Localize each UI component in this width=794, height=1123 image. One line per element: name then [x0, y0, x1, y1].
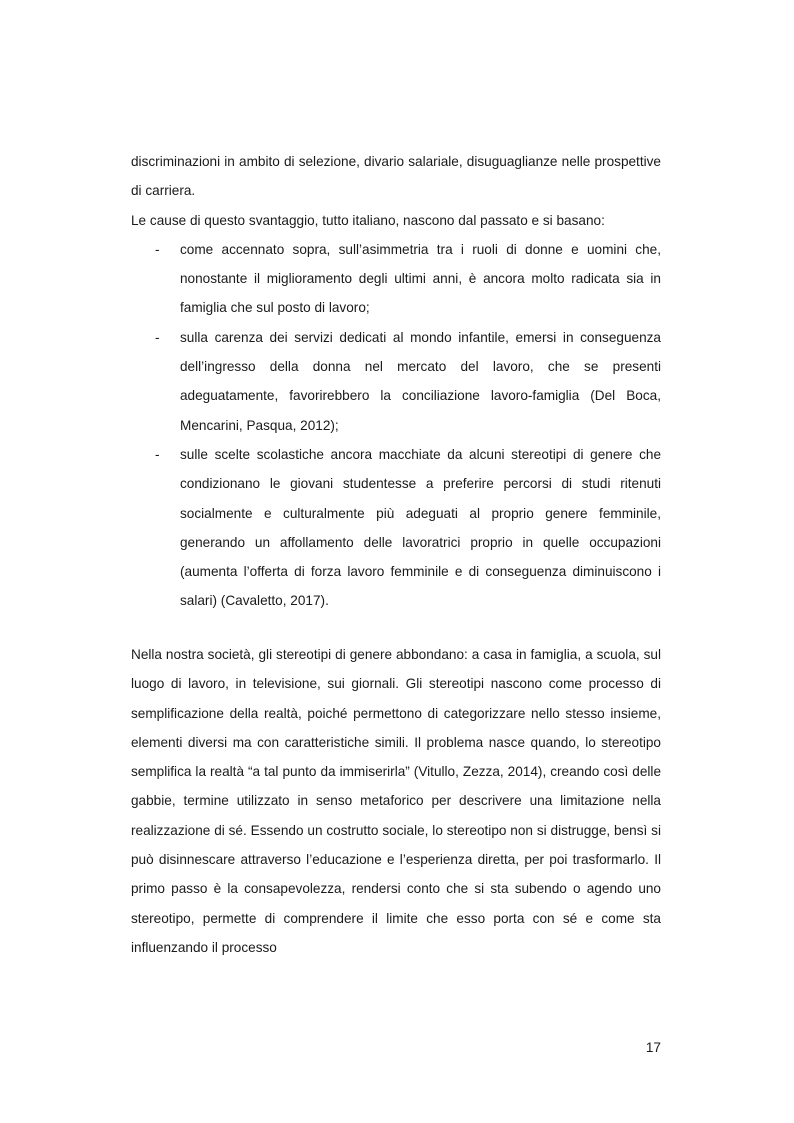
- causes-list: [131, 235, 661, 616]
- list-item: [131, 235, 661, 323]
- list-item: [131, 323, 661, 440]
- text-block-causes: [131, 147, 661, 616]
- paragraph-causes-intro: Le cause di questo svantaggio, tutto italiano, nascono dal passato e si basano:: [131, 212, 605, 228]
- bullet-dash: -: [155, 241, 160, 257]
- list-item-text: sulla carenza dei servizi dedicati al mondo infantile, emersi in conseguenza dell’ingresso della donna nel mercato del lavoro, che se presenti adeguatamente, favorirebbero la conciliazione lavoro-famiglia (Del Boca, Mencarini, Pasqua, 2012);: [180, 329, 661, 433]
- page-number: 17: [645, 1040, 661, 1055]
- list-item: [131, 440, 661, 616]
- list-item-text: come accennato sopra, sull’asimmetria tra i ruoli di donne e uomini che, nonostante il miglioramento degli ultimi anni, è ancora molto radicata sia in famiglia che sul posto di lavoro;: [180, 241, 661, 316]
- paragraph-intro-continuation: discriminazioni in ambito di selezione, divario salariale, disuguaglianze nelle prospettive di carriera.: [131, 154, 661, 199]
- list-item-text: sulle scelte scolastiche ancora macchiate da alcuni stereotipi di genere che condizionano le giovani studentesse a preferire percorsi di studi ritenuti socialmente e culturalmente più adeguati al proprio genere femminile, generando un affollamento delle lavoratrici proprio in quelle occupazioni (aumenta l’offerta di forza lavoro femminile e di conseguenza diminuiscono i salari) (Cavaletto, 2017).: [180, 446, 661, 609]
- text-block-stereotypes: [131, 640, 661, 962]
- paragraph-stereotypes: Nella nostra società, gli stereotipi di genere abbondano: a casa in famiglia, a scuola, sul luogo di lavoro, in televisione, sui giornali. Gli stereotipi nascono come processo di semplificazione della realtà, poiché permettono di categorizzare nello stesso insieme, elementi diversi ma con caratteristiche simili. Il problema nasce quando, lo stereotipo semplifica la realtà “a tal punto da immiserirla” (Vitullo, Zezza, 2014), creando così delle gabbie, termine utilizzato in senso metaforico per descrivere una limitazione nella realizzazione di sé. Essendo un costrutto sociale, lo stereotipo non si distrugge, bensì si può disinnescare attraverso l’educazione e l’esperienza diretta, per poi trasformarlo. Il primo passo è la consapevolezza, rendersi conto che si sta subendo o agendo uno stereotipo, permette di comprendere il limite che esso porta con sé e come sta influenzando il processo: [131, 647, 661, 955]
- bullet-dash: -: [155, 446, 160, 462]
- bullet-dash: -: [155, 329, 160, 345]
